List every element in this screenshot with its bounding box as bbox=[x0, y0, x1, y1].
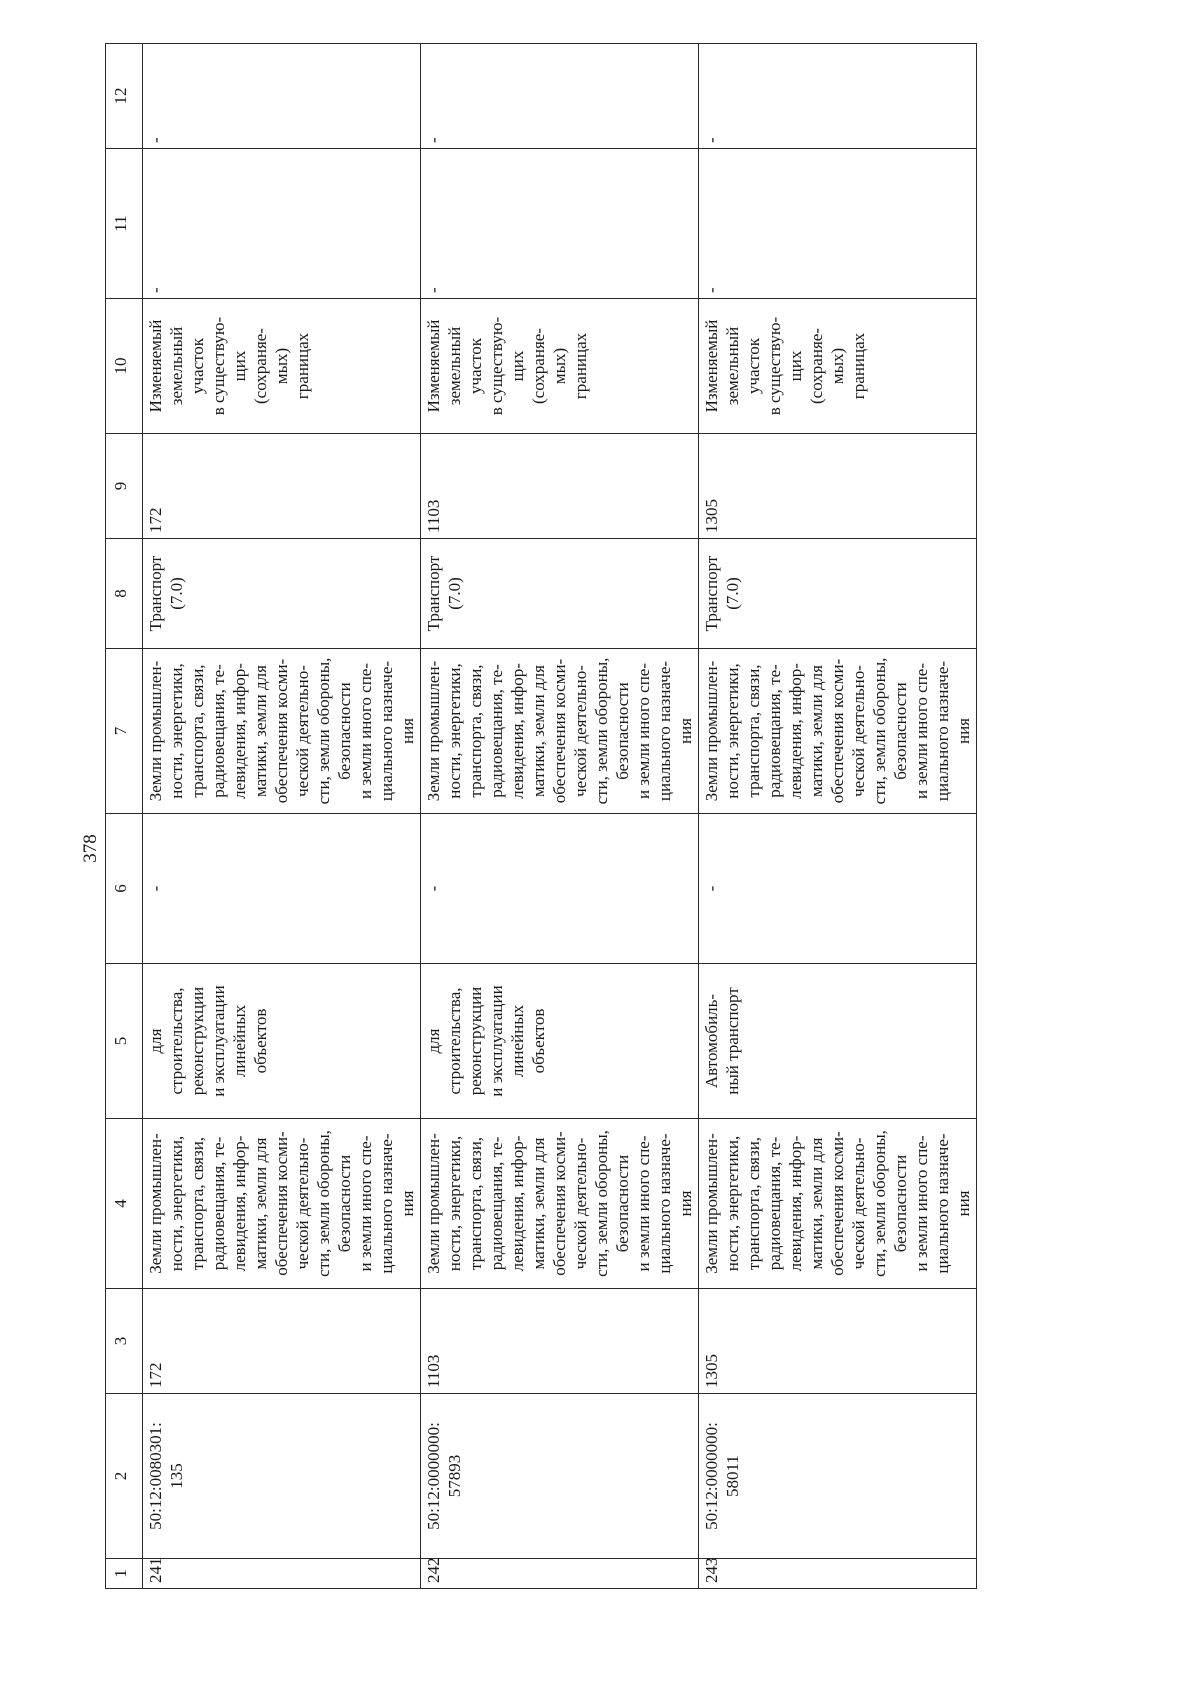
land-category-cell: Земли промышлен- ности, энергетики, транспорта, связи, радиовещания, те- левидения, инфор- матики, земли для обеспечения косми- ческой деятельно- сти, земли обороны, безопасности и земли иного спе- циального назначе- ния bbox=[699, 1119, 977, 1289]
table-header-row bbox=[106, 44, 143, 1589]
row-number-cell: 242 bbox=[421, 1559, 699, 1589]
column-header: 8 bbox=[106, 539, 143, 649]
permitted-use-cell: для строительства, реконструкции и эксплуатации линейных объектов bbox=[421, 964, 699, 1119]
column-12-cell: - bbox=[421, 44, 699, 149]
column-header: 3 bbox=[106, 1289, 143, 1394]
column-header: 2 bbox=[106, 1394, 143, 1559]
land-category-cell: Земли промышлен- ности, энергетики, транспорта, связи, радиовещания, те- левидения, инфор- матики, земли для обеспечения косми- ческой деятельно- сти, земли обороны, безопасности и земли иного спе- циального назначе- ния bbox=[421, 1119, 699, 1289]
column-12-cell: - bbox=[143, 44, 421, 149]
formation-method-cell: Изменяемый земельный участок в существую- щих (сохраняе- мых) границах bbox=[143, 299, 421, 434]
column-header: 9 bbox=[106, 434, 143, 539]
area-cell: 1305 bbox=[699, 1289, 977, 1394]
planned-land-category-cell: Земли промышлен- ности, энергетики, транспорта, связи, радиовещания, те- левидения, инфор- матики, земли для обеспечения косми- ческой деятельно- сти, земли обороны, безопасности и земли иного спе- циального назначе- ния bbox=[421, 649, 699, 814]
planned-area-cell: 172 bbox=[143, 434, 421, 539]
area-cell: 1103 bbox=[421, 1289, 699, 1394]
column-11-cell: - bbox=[421, 149, 699, 299]
cadastral-number-cell: 50:12:0000000: 58011 bbox=[699, 1394, 977, 1559]
column-header: 11 bbox=[106, 149, 143, 299]
table-row bbox=[421, 44, 699, 1589]
column-header: 1 bbox=[106, 1559, 143, 1589]
planned-land-category-cell: Земли промышлен- ности, энергетики, транспорта, связи, радиовещания, те- левидения, инфор- матики, земли для обеспечения косми- ческой деятельно- сти, земли обороны, безопасности и земли иного спе- циального назначе- ния bbox=[699, 649, 977, 814]
column-12-cell: - bbox=[699, 44, 977, 149]
column-6-cell: - bbox=[421, 814, 699, 964]
planned-land-category-cell: Земли промышлен- ности, энергетики, транспорта, связи, радиовещания, те- левидения, инфор- матики, земли для обеспечения косми- ческой деятельно- сти, земли обороны, безопасности и земли иного спе- циального назначе- ния bbox=[143, 649, 421, 814]
area-cell: 172 bbox=[143, 1289, 421, 1394]
column-6-cell: - bbox=[699, 814, 977, 964]
cadastral-number-cell: 50:12:0080301: 135 bbox=[143, 1394, 421, 1559]
planned-area-cell: 1305 bbox=[699, 434, 977, 539]
formation-method-cell: Изменяемый земельный участок в существую- щих (сохраняе- мых) границах bbox=[699, 299, 977, 434]
column-11-cell: - bbox=[699, 149, 977, 299]
land-plot-table bbox=[105, 43, 977, 1589]
permitted-use-cell: Автомобиль- ный транспорт bbox=[699, 964, 977, 1119]
planned-area-cell: 1103 bbox=[421, 434, 699, 539]
table-row bbox=[699, 44, 977, 1589]
planned-use-cell: Транспорт (7.0) bbox=[143, 539, 421, 649]
formation-method-cell: Изменяемый земельный участок в существую- щих (сохраняе- мых) границах bbox=[421, 299, 699, 434]
column-header: 7 bbox=[106, 649, 143, 814]
column-header: 12 bbox=[106, 44, 143, 149]
column-header: 5 bbox=[106, 964, 143, 1119]
column-header: 4 bbox=[106, 1119, 143, 1289]
column-11-cell: - bbox=[143, 149, 421, 299]
permitted-use-cell: для строительства, реконструкции и эксплуатации линейных объектов bbox=[143, 964, 421, 1119]
column-header: 10 bbox=[106, 299, 143, 434]
row-number-cell: 241 bbox=[143, 1559, 421, 1589]
row-number-cell: 243 bbox=[699, 1559, 977, 1589]
cadastral-number-cell: 50:12:0000000: 57893 bbox=[421, 1394, 699, 1559]
planned-use-cell: Транспорт (7.0) bbox=[421, 539, 699, 649]
land-category-cell: Земли промышлен- ности, энергетики, транспорта, связи, радиовещания, те- левидения, инфор- матики, земли для обеспечения косми- ческой деятельно- сти, земли обороны, безопасности и земли иного спе- циального назначе- ния bbox=[143, 1119, 421, 1289]
column-6-cell: - bbox=[143, 814, 421, 964]
table-row bbox=[143, 44, 421, 1589]
column-header: 6 bbox=[106, 814, 143, 964]
planned-use-cell: Транспорт (7.0) bbox=[699, 539, 977, 649]
page-number: 378 bbox=[80, 834, 101, 863]
